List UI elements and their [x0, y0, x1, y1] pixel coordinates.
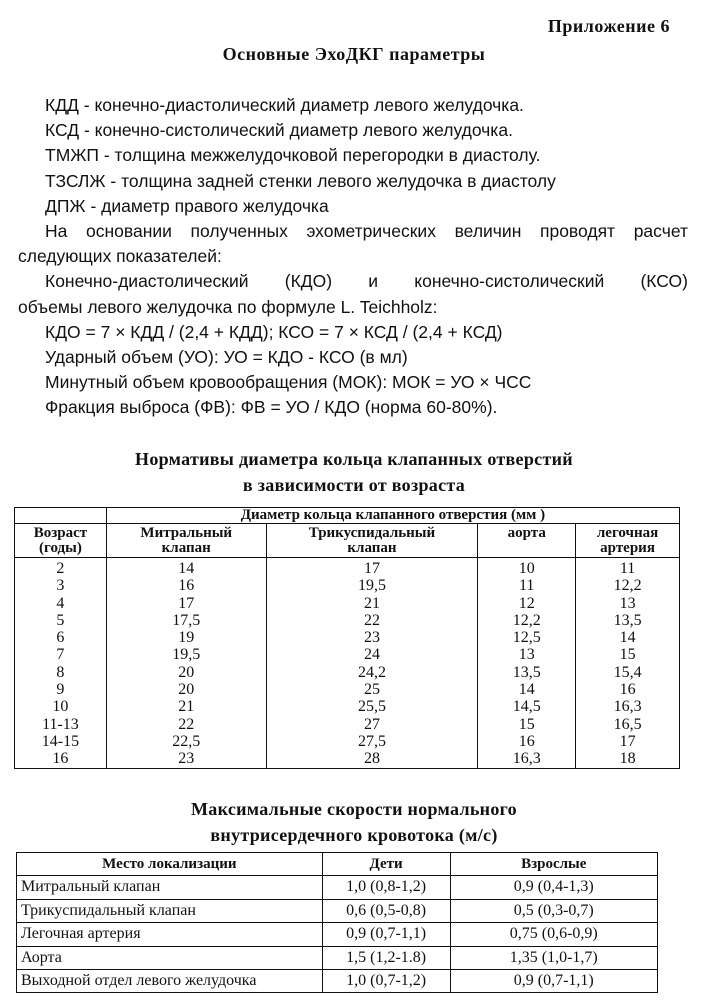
table-cell: 13,5 — [576, 612, 680, 629]
table-cell: 12 — [478, 595, 576, 612]
table-cell: 7 — [56, 646, 65, 664]
table-cell: 19,5 — [266, 577, 478, 594]
table-cell: 13 — [478, 646, 576, 663]
table-row — [15, 698, 680, 715]
table-row — [17, 970, 658, 993]
col-header-adults: Взрослые — [450, 853, 657, 876]
table-cell: 8 — [56, 663, 65, 681]
table-cell: 27 — [266, 716, 478, 733]
definition-line: КСД - конечно-систолический диаметр левого желудочка. — [45, 120, 513, 141]
table-cell: 1,5 (1,2-1.8) — [322, 946, 450, 969]
table-cell: 20 — [106, 681, 266, 698]
table-cell: 0,9 (0,7-1,1) — [322, 923, 450, 946]
definition-line: ТМЖП - толщина межжелудочковой перегородки в диастолу. — [45, 145, 541, 166]
table-cell: 21 — [266, 595, 478, 612]
table-cell: 0,5 (0,3-0,7) — [450, 899, 657, 922]
table-cell: 15 — [576, 646, 680, 663]
page-title: Основные ЭхоДКГ параметры — [222, 44, 486, 64]
table-cell: 22 — [266, 612, 478, 629]
table-cell: 11 — [576, 558, 680, 578]
table-cell: 16,5 — [576, 716, 680, 733]
table-cell: 15 — [478, 716, 576, 733]
table-cell: 14 — [106, 558, 266, 578]
velocity-table-title — [0, 796, 708, 848]
table-cell: 20 — [106, 664, 266, 681]
table-row — [15, 681, 680, 698]
velocity-table-title-line: Максимальные скорости нормального — [191, 799, 517, 819]
table-cell: 18 — [576, 750, 680, 768]
header-line: (годы) — [39, 540, 82, 556]
definition-line: ДПЖ - диаметр правого желудочка — [45, 195, 329, 216]
col-header-aorta — [478, 524, 576, 558]
table-cell: 16 — [52, 750, 69, 768]
table-cell: 27,5 — [266, 733, 478, 750]
table-cell: 23 — [106, 750, 266, 768]
valve-table-title-line: Нормативы диаметра кольца клапанных отверстий — [135, 449, 573, 469]
empty-header — [15, 508, 107, 524]
paragraph-line: следующих показателей: — [18, 246, 222, 267]
table-cell: 13,5 — [478, 664, 576, 681]
paragraph-line: На основании полученных эхометрических величин проводят расчет — [45, 221, 688, 242]
table-row — [15, 750, 680, 768]
definition-line: КДД - конечно-диастолический диаметр левого желудочка. — [45, 95, 524, 115]
table-cell: 3 — [56, 577, 65, 595]
table-cell: 10 — [52, 698, 69, 716]
table-row — [15, 612, 680, 629]
col-header-location: Место локализации — [17, 853, 323, 876]
header-line: клапан — [161, 540, 211, 556]
table-cell: 14 — [478, 681, 576, 698]
table-cell: 12,2 — [576, 577, 680, 594]
table-cell: 16,3 — [478, 750, 576, 768]
table-cell: 12,5 — [478, 629, 576, 646]
valve-table-title-line: в зависимости от возраста — [242, 475, 466, 495]
table-cell: 22,5 — [106, 733, 266, 750]
table-cell: 10 — [478, 558, 576, 578]
col-header-tricuspid — [266, 524, 478, 558]
header-line: легочная — [596, 525, 659, 541]
table-cell: 14-15 — [41, 732, 80, 750]
table-cell: 11 — [478, 577, 576, 594]
table-row — [15, 558, 680, 578]
formula-line: КДО = 7 × КДД / (2,4 + КДД); КСО = 7 × КСД / (2,4 + КСД) — [45, 321, 503, 342]
table-row — [15, 646, 680, 663]
table-cell: 25,5 — [266, 698, 478, 715]
table-cell: 0,75 (0,6-0,9) — [450, 923, 657, 946]
formula-line: Ударный объем (УО): УО = КДО - КСО (в мл) — [45, 347, 408, 368]
table-cell: 17 — [266, 558, 478, 578]
table-cell: 19,5 — [106, 646, 266, 663]
table-cell: 24,2 — [266, 664, 478, 681]
formula-line: Фракция выброса (ФВ): ФВ = УО / КДО (норма 60-80%). — [45, 397, 498, 418]
col-header-pulmonary — [576, 524, 680, 558]
table-row — [15, 595, 680, 612]
paragraph-line: Конечно-диастолический (КДО) и конечно-систолический (КСО) — [45, 271, 688, 292]
table-cell: 14 — [576, 629, 680, 646]
table-row — [15, 716, 680, 733]
table-cell: 0,9 (0,7-1,1) — [450, 970, 657, 993]
table-cell: 1,35 (1,0-1,7) — [450, 946, 657, 969]
group-header: Диаметр кольца клапанного отверстия (мм ) — [106, 508, 679, 524]
header-line: аорта — [507, 525, 546, 541]
table-cell: 2 — [56, 560, 65, 577]
col-header-age — [15, 524, 107, 558]
header-line: клапан — [347, 540, 397, 556]
table-cell: 0,6 (0,5-0,8) — [322, 899, 450, 922]
table-cell: 23 — [266, 629, 478, 646]
table-cell: 28 — [266, 750, 478, 768]
table-cell: 17 — [576, 733, 680, 750]
table-cell: 9 — [56, 681, 65, 699]
appendix-label: Приложение 6 — [547, 16, 670, 36]
definition-line: ТЗСЛЖ - толщина задней стенки левого желудочка в диастолу — [45, 170, 556, 191]
table-row — [15, 577, 680, 594]
table-cell: 24 — [266, 646, 478, 663]
table-cell: 22 — [106, 716, 266, 733]
table-cell: 1,0 (0,7-1,2) — [322, 970, 450, 993]
table-cell: 13 — [576, 595, 680, 612]
velocity-table — [16, 852, 658, 993]
table-cell: 0,9 (0,4-1,3) — [450, 876, 657, 899]
table-cell: 15,4 — [576, 664, 680, 681]
table-cell: Митральный клапан — [17, 876, 323, 899]
table-cell: 16 — [478, 733, 576, 750]
table-cell: 12,2 — [478, 612, 576, 629]
table-row — [17, 876, 658, 899]
table-row — [15, 664, 680, 681]
valve-table-title — [0, 446, 708, 498]
table-row — [15, 629, 680, 646]
table-cell: 19 — [106, 629, 266, 646]
table-cell: 6 — [56, 629, 65, 647]
table-row — [17, 946, 658, 969]
table-cell: Аорта — [17, 946, 323, 969]
table-row — [17, 899, 658, 922]
table-cell: Трикуспидальный клапан — [17, 899, 323, 922]
table-cell: 17,5 — [106, 612, 266, 629]
table-cell: 5 — [56, 611, 65, 629]
table-cell: 4 — [56, 594, 65, 612]
table-cell: 17 — [106, 595, 266, 612]
table-cell: 1,0 (0,8-1,2) — [322, 876, 450, 899]
header-line: артерия — [600, 540, 655, 556]
table-cell: 16 — [576, 681, 680, 698]
table-cell: 16,3 — [576, 698, 680, 715]
table-row — [15, 733, 680, 750]
col-header-mitral — [106, 524, 266, 558]
table-row — [17, 923, 658, 946]
definitions-block — [18, 93, 688, 421]
table-cell: 25 — [266, 681, 478, 698]
table-cell: 11-13 — [42, 715, 79, 733]
paragraph-line: объемы левого желудочка по формуле L. Teichholz: — [18, 296, 438, 317]
header-line: Митральный — [140, 525, 233, 541]
table-cell: Легочная артерия — [17, 923, 323, 946]
header-line: Трикуспидальный — [308, 525, 436, 541]
table-cell: 16 — [106, 577, 266, 594]
formula-line: Минутный объем кровообращения (МОК): МОК = УО × ЧСС — [45, 372, 532, 393]
table-cell: Выходной отдел левого желудочка — [17, 970, 323, 993]
header-line: Возраст — [33, 525, 88, 541]
table-cell: 21 — [106, 698, 266, 715]
col-header-children: Дети — [322, 853, 450, 876]
velocity-table-title-line: внутрисердечного кровотока (м/с) — [210, 825, 498, 845]
table-cell: 14,5 — [478, 698, 576, 715]
valve-diameter-table — [14, 507, 680, 769]
